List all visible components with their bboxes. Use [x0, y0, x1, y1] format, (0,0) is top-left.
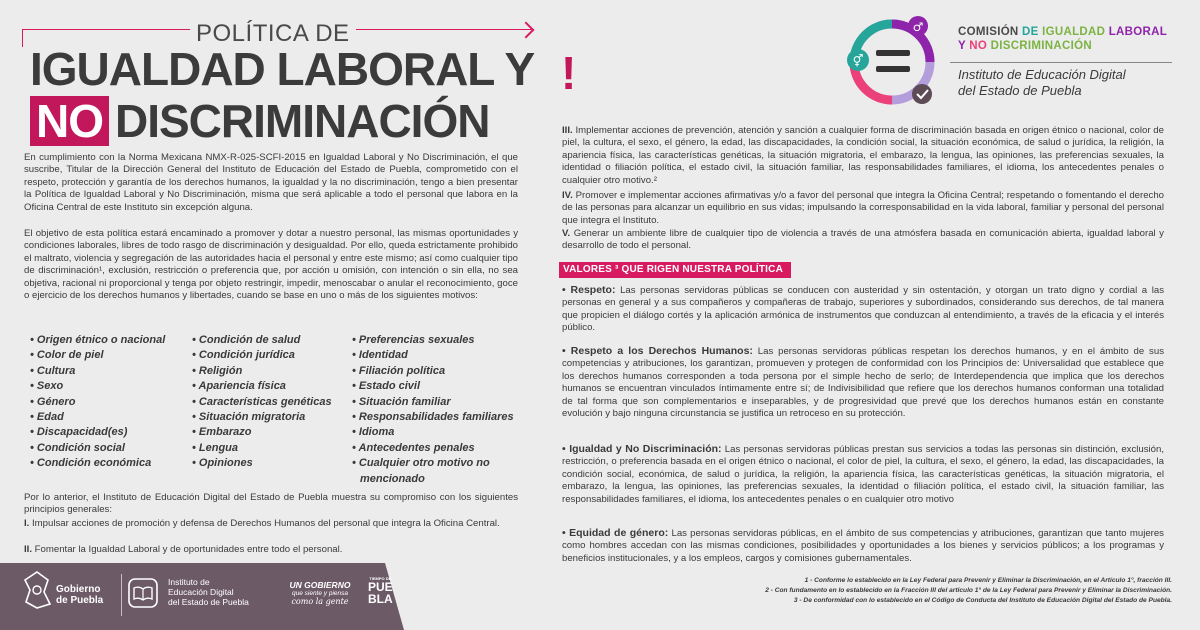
title-line2-wrap [30, 96, 489, 146]
comision-word-5: Y [958, 40, 966, 52]
motive-item: • Cualquier otro motivo no [352, 457, 490, 470]
org-divider [950, 62, 1172, 63]
principle-text: Fomentar la Igualdad Laboral y de oportunidades entre todo el personal. [34, 544, 343, 555]
motive-item: • Género [30, 395, 76, 408]
footnotes [560, 576, 1172, 606]
comision-word-4: LABORAL [1108, 26, 1168, 38]
value-respeto [562, 284, 1164, 335]
motive-item: • Antecedentes penales [352, 441, 475, 454]
gobierno-puebla-logo [56, 584, 103, 606]
comision-word-1: COMISIÓN [958, 26, 1019, 38]
value-text: Las personas servidoras públicas, en el ámbito de sus competencias y atribuciones, garantizan que tanto mujeres como hombres accedan con las mismas condiciones, posibilidades y oportunidades a los bienes y servicios públicos; a los programas y beneficios institucionales, y a los empleos, cargos y comisiones gubernamentales. [562, 528, 1164, 564]
motive-item: • Condición jurídica [192, 349, 295, 362]
values-badge: VALORES ³ QUE RIGEN NUESTRA POLÍTICA [559, 262, 791, 278]
commission-name [958, 25, 1167, 53]
motive-item: • Condición social [30, 441, 125, 454]
motive-item: • Responsabilidades familiares [352, 411, 514, 424]
puebla-logo [368, 576, 393, 605]
motive-item: • Color de piel [30, 349, 104, 362]
motive-item: • Preferencias sexuales [352, 334, 475, 346]
principle-5 [562, 228, 1164, 253]
slogan [280, 580, 360, 606]
motive-item: • Sexo [30, 380, 64, 393]
motive-item: • Características genéticas [192, 395, 332, 408]
motive-item: • Discapacidad(es) [30, 426, 128, 439]
footer-divider [121, 574, 122, 616]
institute-line-2: del Estado de Puebla [958, 83, 1082, 98]
title-line2: DISCRIMINACIÓN [115, 95, 490, 147]
gob-line-1: Gobierno [56, 584, 101, 595]
puebla-line-2: BLA [368, 592, 393, 606]
motive-item: • Situación migratoria [192, 411, 306, 424]
gobierno-puebla-emblem-icon [22, 570, 52, 610]
value-equidad [562, 527, 1164, 565]
comision-word-6: NO [969, 40, 988, 52]
motive-item: • Embarazo [192, 426, 252, 439]
comision-word-7: DISCRIMINACIÓN [990, 40, 1092, 52]
motive-item: mencionado [360, 472, 425, 485]
footnote: 1 - Conforme lo establecido en la Ley Federal para Prevenir y Eliminar la Discriminación, en el Artículo 1°, fracción III. [804, 577, 1172, 584]
motive-item: • Identidad [352, 349, 408, 362]
value-text: Las personas servidoras públicas se conducen con austeridad y sin ostentación, y otorgan un trato digno y cordial a las personas en general y a sus compañeros y compañeras de trabajo, superiores y subordinados, considerando sus derechos, de tal manera que propicien el diálogo cortés y la aplicación armónica de instrumentos que conduzcan al entendimiento, a través de la eficacia y el interés público. [562, 285, 1165, 334]
intro-paragraph-1: En cumplimiento con la Norma Mexicana NMX-R-025-SCFI-2015 en Igualdad Laboral y No Discriminación, el que suscribe, Titular de la Dirección General del Instituto de Educación del Estado de Puebla, comprometido con el respeto, protección y garantía de los derechos humanos, la igualdad y la no discriminación, tengo a bien presentar la Política de Igualdad Laboral y No Discriminación, misma que será aplicable a todo el personal que labora en la Oficina Central de este Instituto sin excepción alguna. [24, 152, 518, 213]
principle-3 [562, 125, 1164, 187]
value-text: Las personas servidoras públicas prestan sus servicios a todas las personas sin distinción, exclusión, restricción, o preferencia basada en el origen étnico o nacional, el color de piel, la cultura, el sexo, el género, la edad, las discapacidades, la condición social, económica, de salud o jurídica, la religión, la apariencia física, las características genéticas, la situación migratoria, el embarazo, la lengua, las opiniones, las preferencias sexuales, la identidad o filiación política, el estado civil, la situación familiar, las responsabilidades familiares, el idioma, los antecedentes penales o en cualquier otro motivo [562, 444, 1164, 505]
title-no: NO [30, 96, 109, 146]
inst-footer-line: Educación Digital [168, 587, 234, 597]
principle-text: Generar un ambiente libre de cualquier tipo de violencia a través de una atmósfera basada en comunicación abierta, igualdad laboral y desarrollo de todo el personal. [562, 228, 1164, 252]
motives-col-1 [30, 333, 190, 472]
motives-col-3 [352, 333, 522, 487]
motive-item: • Condición de salud [192, 334, 301, 346]
value-text: Las personas servidoras públicas respetan los derechos humanos, y en el ámbito de sus competencias y atribuciones, los garantizan, promueven y protegen de conformidad con los Principios de: Universalidad que establece que los derechos humanos corresponden a toda persona por el simple hecho de serlo; de Interdependencia que implica que los derechos humanos se encuentran vinculados íntimamente entre sí; de Indivisibilidad que refiere que los derechos humanos conforman una totalidad de tal forma que son complementarios e inseparables, y de progresividad que prevé que los derechos humanos están en constante evolución y bajo ninguna circunstancia se justifica un retroceso en su protección. [562, 346, 1164, 420]
institute-name [958, 67, 1126, 99]
value-derechos-humanos [562, 345, 1164, 420]
equality-logo-icon [842, 14, 942, 110]
principle-text: Implementar acciones de prevención, atención y sanción a cualquier forma de discriminación basada en origen étnico o nacional, color de piel, la cultura, el sexo, el género, la edad, las discapacidades, la condición social, la situación económica, de salud o jurídica, la religión, la apariencia física, las características genéticas, la situación migratoria, el embarazo, la lengua, las opiniones, las preferencias sexuales, la identidad o filiación política, el estado civil, la situación familiar, las responsabilidades familiares, el idioma, los antecedentes penales o cualquier otro motivo.² [562, 125, 1164, 186]
exclamation-mark: ! [561, 47, 577, 99]
principle-num: V. [562, 228, 571, 239]
slogan-line-2: que siente y piensa [291, 590, 348, 597]
title-small: POLÍTICA DE [190, 20, 356, 48]
title-line1: IGUALDAD LABORAL Y [30, 43, 535, 95]
institute-footer-logo [168, 577, 249, 607]
motive-item: • Condición económica [30, 457, 152, 470]
slogan-line-1: UN GOBIERNO [289, 580, 351, 590]
institute-line-1: Instituto de Educación Digital [958, 67, 1126, 82]
inst-footer-line: Instituto de [168, 577, 210, 587]
motives-col-2 [192, 333, 352, 472]
svg-text:⚥: ⚥ [852, 54, 864, 68]
principle-4 [562, 190, 1164, 227]
motive-item: • Idioma [352, 426, 395, 439]
open-book-icon [128, 578, 158, 608]
motive-item: • Opiniones [192, 457, 253, 470]
gob-line-2: de Puebla [56, 595, 104, 606]
motive-item: • Situación familiar [352, 395, 451, 408]
principle-num: II. [24, 544, 32, 555]
value-title: • Igualdad y No Discriminación: [562, 443, 722, 455]
puebla-line-1: PUE [368, 580, 393, 594]
principle-num: IV. [562, 190, 573, 201]
inst-footer-line: del Estado de Puebla [168, 597, 249, 607]
value-title: • Respeto: [562, 284, 616, 296]
value-title: • Respeto a los Derechos Humanos: [562, 345, 753, 357]
principle-text: Impulsar acciones de promoción y defensa de Derechos Humanos del personal que integra la Oficina Central. [32, 518, 500, 529]
intro-paragraph-2: El objetivo de esta política estará encaminado a promover y dotar a nuestro personal, las mismas oportunidades y condiciones laborales, libres de todo rasgo de discriminación y desigualdad. Por ello, queda estrictamente prohibido el maltrato, violencia y segregación de las autoridades hacia el personal y entre este mismo; así como cualquier tipo de discriminación¹, exclusión, restricción o preferencia que, por acción u omisión, con intención o sin ella, no sea objetiva, racional ni proporcional y tenga por objeto restringir, impedir, menoscabar o anular el reconocimiento, goce o ejercicio de los derechos humanos y libertades, cuando se base en uno o más de los siguientes motivos: [24, 228, 518, 302]
footnote: 3 - De conformidad con lo establecido en el Código de Conducta del Instituto de Educación Digital del Estado de Puebla. [793, 597, 1172, 604]
principle-num: III. [562, 125, 573, 136]
motive-item: • Apariencia física [192, 380, 286, 393]
principles-intro: Por lo anterior, el Instituto de Educación Digital del Estado de Puebla muestra su compromiso con los siguientes principios generales: [24, 492, 518, 516]
motive-item: • Origen étnico o nacional [30, 334, 166, 346]
motive-item: • Filiación política [352, 364, 446, 377]
principle-text: Promover e implementar acciones afirmativas y/o a favor del personal que integra la Oficina Central; respetando o fomentando el derecho de las personas para alcanzar un equilibrio en sus vidas; impulsando la corresponsabilidad en la vida laboral, familiar y personal del personal que integra el Instituto. [562, 190, 1164, 226]
motive-item: • Edad [30, 411, 64, 424]
value-title: • Equidad de género: [562, 527, 669, 539]
principle-2 [24, 544, 518, 556]
motive-item: • Cultura [30, 364, 76, 377]
principle-num: I. [24, 518, 30, 529]
principle-1 [24, 518, 518, 530]
comision-word-2: DE [1022, 26, 1039, 38]
svg-text:♂: ♂ [912, 20, 924, 34]
footnote: 2 - Con fundamento en lo establecido en la Fracción III del artículo 1° de la Ley Federal para Prevenir y Eliminar la Discriminación. [765, 587, 1172, 594]
motive-item: • Lengua [192, 441, 239, 454]
comision-word-3: IGUALDAD [1042, 26, 1106, 38]
motive-item: • Religión [192, 364, 243, 377]
motive-item: • Estado civil [352, 380, 421, 393]
value-igualdad [562, 443, 1164, 506]
slogan-line-3: como la gente [291, 597, 349, 606]
puebla-small: TIEMPO DE [369, 576, 392, 581]
